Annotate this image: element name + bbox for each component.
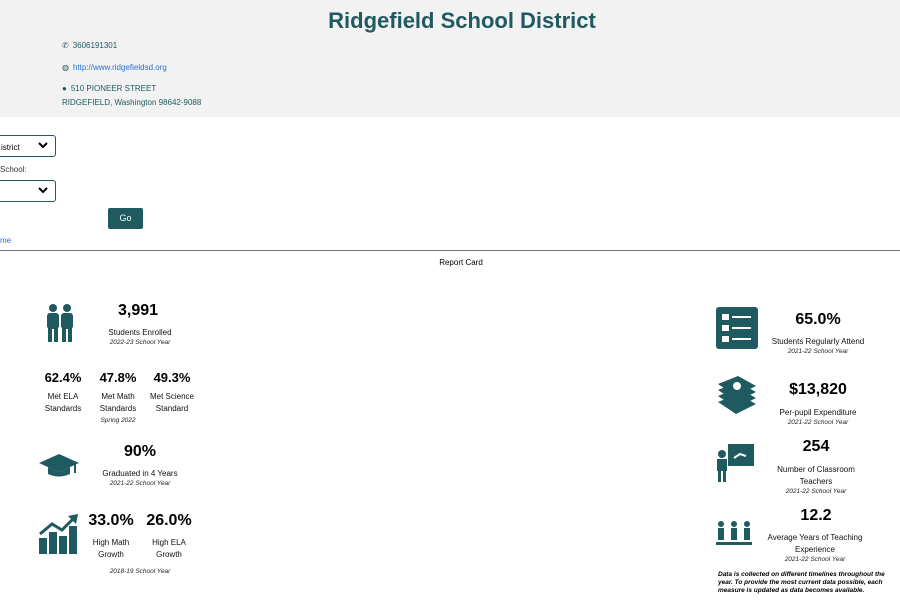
growth-chart-icon (38, 514, 80, 554)
website-link[interactable]: http://www.ridgefieldsd.org (72, 63, 167, 72)
science-label-2: Standard (155, 404, 189, 413)
go-button[interactable]: Go (108, 208, 143, 229)
math-value: 47.8% (99, 370, 137, 385)
growth-ela-label-2: Growth (156, 550, 182, 559)
ela-value: 62.4% (44, 370, 82, 385)
phone-number: 3606191301 (72, 41, 118, 50)
page-title: Ridgefield School District (328, 8, 596, 33)
phone-line (62, 41, 117, 50)
experience-label-1: Average Years of Teaching (767, 533, 863, 542)
attend-label: Students Regularly Attend (771, 337, 865, 346)
school-select[interactable] (0, 180, 56, 202)
school-label: School: (0, 165, 27, 174)
website-line (62, 63, 167, 72)
experience-year: 2021-22 School Year (784, 556, 846, 563)
district-select[interactable]: istrict (0, 135, 56, 157)
money-stack-icon (716, 376, 758, 416)
graduation-cap-icon (38, 452, 80, 478)
math-label-1: Met Math (101, 392, 135, 401)
globe-icon: ◍ (62, 63, 69, 72)
report-card-label: Report Card (439, 258, 483, 267)
chevron-down-icon (37, 185, 49, 195)
ela-label-2: Standards (44, 404, 82, 413)
teacher-board-icon (716, 444, 754, 482)
data-timeline-note: Data is collected on different timelines throughout the year. To provide the most current data possible, each measure is updated as data becomes available. (718, 571, 885, 594)
enrolled-label: Students Enrolled (108, 328, 172, 337)
growth-year: 2018-19 School Year (109, 568, 171, 575)
enrolled-value: 3,991 (117, 302, 159, 319)
growth-math-value: 33.0% (88, 512, 134, 529)
map-pin-icon: ● (62, 84, 67, 93)
district-header (0, 0, 900, 117)
attend-value: 65.0% (795, 311, 841, 328)
home-link[interactable]: me (0, 236, 12, 245)
chevron-down-icon (37, 140, 49, 150)
growth-ela-label-1: High ELA (152, 538, 186, 547)
experience-label-2: Experience (794, 545, 836, 554)
math-label-2: Standards (99, 404, 137, 413)
teachers-label-1: Number of Classroom (777, 465, 855, 474)
address-line-1: ● 510 PIONEER STREET (62, 84, 157, 93)
teachers-label-2: Teachers (799, 477, 833, 486)
science-label-1: Met Science (149, 392, 195, 401)
teachers-value: 254 (802, 438, 830, 455)
experienced-teachers-icon (716, 520, 752, 546)
growth-ela-value: 26.0% (146, 512, 192, 529)
graduated-label: Graduated in 4 Years (102, 469, 178, 478)
standards-year: Spring 2022 (100, 417, 136, 424)
growth-math-label-2: Growth (98, 550, 124, 559)
address-line-2: RIDGEFIELD, Washington 98642-9088 (62, 98, 202, 107)
enrolled-year: 2022-23 School Year (109, 339, 171, 346)
growth-math-label-1: High Math (92, 538, 130, 547)
teachers-year: 2021-22 School Year (785, 488, 847, 495)
science-value: 49.3% (153, 370, 191, 385)
experience-value: 12.2 (800, 507, 832, 524)
expend-label: Per-pupil Expenditure (779, 408, 857, 417)
graduated-year: 2021-22 School Year (109, 480, 171, 487)
expend-value: $13,820 (789, 381, 847, 398)
divider (0, 250, 900, 251)
ela-label-1: Met ELA (47, 392, 79, 401)
attend-year: 2021-22 School Year (787, 348, 849, 355)
phone-icon: ✆ (62, 41, 69, 50)
checklist-icon (716, 307, 758, 349)
graduated-value: 90% (123, 443, 157, 460)
expend-year: 2021-22 School Year (787, 419, 849, 426)
students-icon (42, 303, 78, 343)
